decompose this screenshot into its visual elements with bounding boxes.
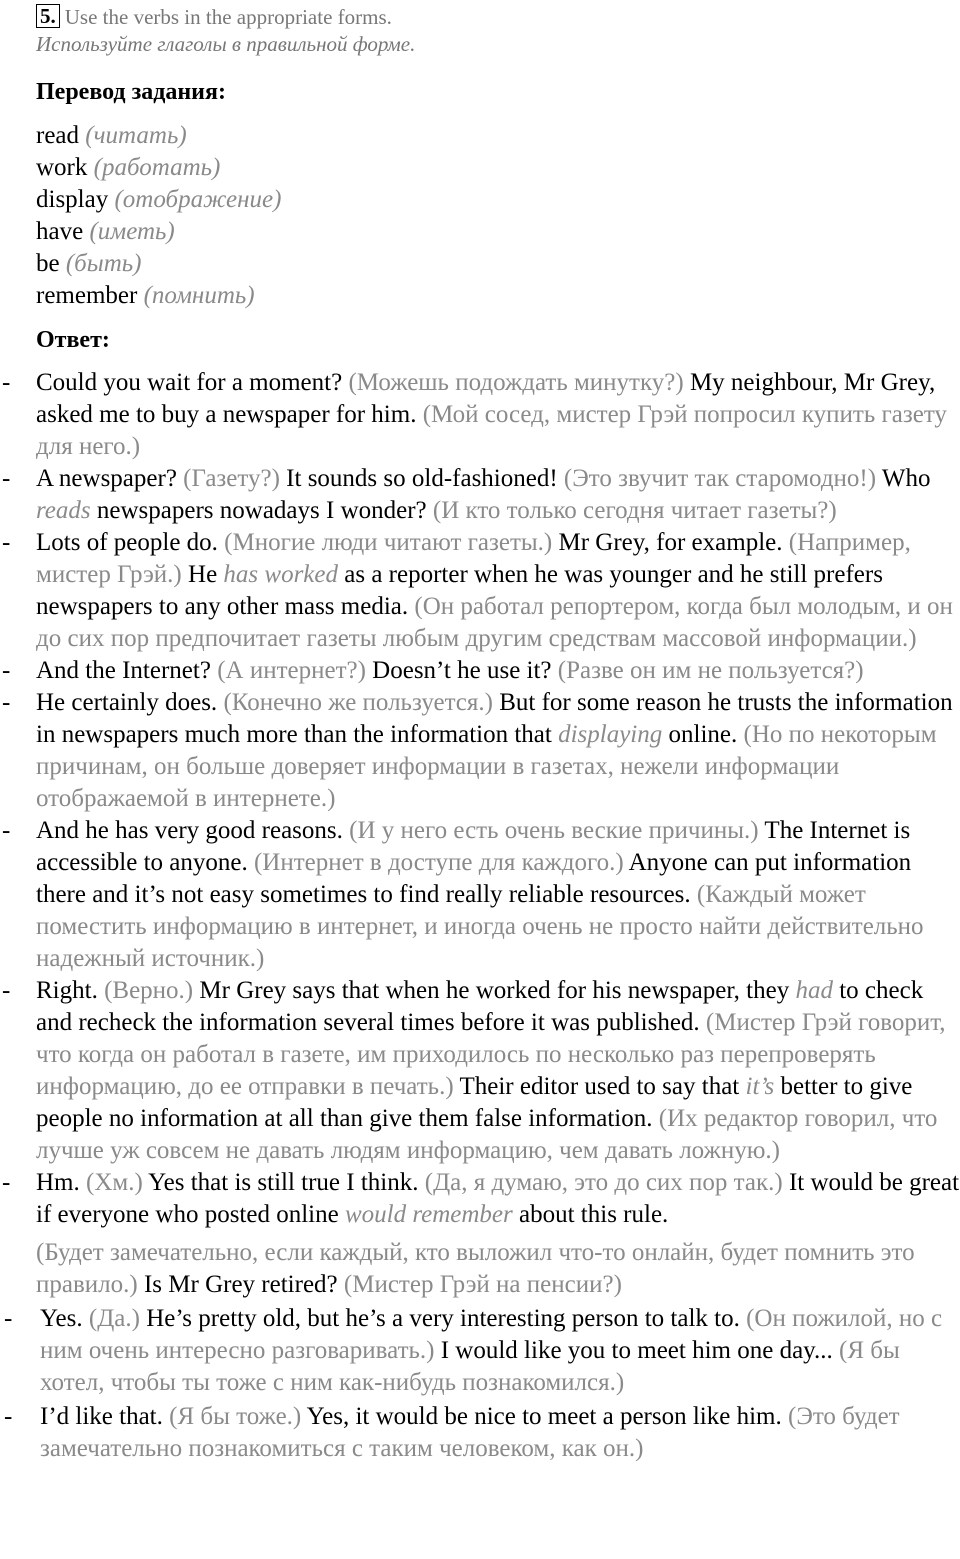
- russian-translation: (Мистер Грэй говорит, что когда он работал в газете, им приходилось по несколько раз перепроверять информацию, до ее отправки в печать.): [36, 1009, 946, 1100]
- task-instruction-line: [36, 4, 946, 30]
- dialogue-line: [0, 1303, 960, 1399]
- russian-translation: (Он работал репортером, когда был молодым, и он до сих пор предпочитает газеты любым другим средствам массовой информации.): [36, 593, 953, 652]
- english-text: about this rule.: [512, 1201, 669, 1228]
- russian-translation: (Но по некоторым причинам, он больше доверяет информации в газетах, нежели информации отображаемой в интернете.): [36, 721, 937, 812]
- answer-verb: reads: [36, 497, 91, 524]
- english-text: Yes that is still true I think.: [148, 1169, 425, 1196]
- verb-list: [36, 120, 281, 312]
- english-text: Yes.: [40, 1305, 89, 1332]
- verb-item: [36, 248, 281, 280]
- verb-en: remember: [36, 282, 138, 309]
- russian-translation: (Да, я думаю, это до сих пор так.): [424, 1169, 789, 1196]
- english-text: He: [188, 561, 224, 588]
- english-text: to check and recheck the information several times before it was published.: [36, 977, 924, 1036]
- russian-translation: (Например, мистер Грэй.): [36, 529, 911, 588]
- answer-verb: displaying: [558, 721, 663, 748]
- dialogue: [0, 367, 960, 1465]
- dialogue-line: [0, 655, 960, 687]
- dialogue-dash: -: [2, 369, 11, 396]
- dialogue-dash: -: [2, 689, 11, 716]
- dialogue-dash: -: [2, 465, 11, 492]
- russian-translation: (А интернет?): [217, 657, 373, 684]
- verb-item: [36, 120, 281, 152]
- task-header: [36, 4, 946, 58]
- dialogue-continuation: [0, 1237, 960, 1301]
- russian-translation: (Интернет в доступе для каждого.): [253, 849, 629, 876]
- english-text: And he has very good reasons.: [36, 817, 350, 844]
- russian-translation: (Это будет замечательно познакомиться с таким человеком, как он.): [40, 1403, 900, 1462]
- english-text: He’s pretty old, but he’s a very interesting person to talk to.: [146, 1305, 747, 1332]
- english-text: Hm.: [36, 1169, 86, 1196]
- russian-translation: (Хм.): [86, 1169, 149, 1196]
- russian-translation: (Будет замечательно, если каждый, кто выложил что-то онлайн, будет помнить это правило.): [36, 1239, 915, 1298]
- russian-translation: (Я бы тоже.): [169, 1403, 307, 1430]
- task-instruction-en: Use the verbs in the appropriate forms.: [64, 5, 392, 29]
- russian-translation: (Мистер Грэй на пенсии?): [343, 1271, 622, 1298]
- english-text: newspapers nowadays I wonder?: [90, 497, 433, 524]
- verb-item: [36, 280, 281, 312]
- english-text: Mr Grey says that when he worked for his newspaper, they: [199, 977, 796, 1004]
- english-text: My neighbour, Mr Grey, asked me to buy a newspaper for him.: [36, 369, 936, 428]
- english-text: better to give people no information at all than give them false information.: [36, 1073, 913, 1132]
- english-text: I’d like that.: [40, 1403, 170, 1430]
- russian-translation: (Их редактор говорил, что лучше уж совсем не давать людям информацию, чем давать ложную.): [36, 1105, 938, 1164]
- english-text: It would be great if everyone who posted online: [36, 1169, 960, 1228]
- verb-en: be: [36, 250, 60, 277]
- russian-translation: (Можешь подождать минутку?): [348, 369, 690, 396]
- dialogue-dash: -: [2, 1169, 11, 1196]
- verb-en: work: [36, 154, 88, 181]
- answer-verb: it’s: [745, 1073, 775, 1100]
- verb-ru: (иметь): [89, 218, 175, 245]
- dialogue-dash: -: [4, 1305, 13, 1332]
- verb-en: read: [36, 122, 80, 149]
- russian-translation: (Конечно же пользуется.): [223, 689, 500, 716]
- dialogue-dash: -: [2, 657, 11, 684]
- verb-ru: (читать): [85, 122, 187, 149]
- dialogue-line: [0, 687, 960, 815]
- russian-translation: (Газету?): [183, 465, 287, 492]
- answer-heading: Ответ:: [36, 327, 110, 353]
- english-text: Who: [881, 465, 931, 492]
- dialogue-line: [0, 1401, 960, 1465]
- russian-translation: (Мой сосед, мистер Грэй попросил купить газету для него.): [36, 401, 947, 460]
- english-text: Lots of people do.: [36, 529, 225, 556]
- english-text: It sounds so old-fashioned!: [286, 465, 564, 492]
- verb-en: have: [36, 218, 84, 245]
- task-instruction-ru: Используйте глаголы в правильной форме.: [36, 32, 416, 56]
- dialogue-line: [0, 463, 960, 527]
- russian-translation: (Верно.): [104, 977, 200, 1004]
- english-text: Anyone can put information there and it’s not easy sometimes to find really reliable resources.: [36, 849, 912, 908]
- dialogue-dash: -: [2, 977, 11, 1004]
- english-text: And the Internet?: [36, 657, 218, 684]
- english-text: But for some reason he trusts the information in newspapers much more than the information that: [36, 689, 953, 748]
- english-text: Their editor used to say that: [459, 1073, 746, 1100]
- verb-item: [36, 152, 281, 184]
- dialogue-dash: -: [4, 1403, 13, 1430]
- verb-en: display: [36, 186, 109, 213]
- russian-translation: (Каждый может поместить информацию в интернет, и иногда очень не просто найти действительно надежный источник.): [36, 881, 924, 972]
- dialogue-line: [0, 1167, 960, 1231]
- english-text: The Internet is accessible to anyone.: [36, 817, 911, 876]
- english-text: Yes, it would be nice to meet a person like him.: [306, 1403, 788, 1430]
- dialogue-dash: -: [2, 529, 11, 556]
- task-number: 5.: [36, 4, 60, 28]
- russian-translation: (Он пожилой, но с ним очень интересно разговаривать.): [40, 1305, 943, 1364]
- answer-verb: had: [795, 977, 833, 1004]
- english-text: A newspaper?: [36, 465, 184, 492]
- english-text: as a reporter when he was younger and he still prefers newspapers to any other mass media.: [36, 561, 883, 620]
- english-text: Right.: [36, 977, 105, 1004]
- english-text: Mr Grey, for example.: [558, 529, 789, 556]
- dialogue-line: [0, 527, 960, 655]
- dialogue-dash: -: [2, 817, 11, 844]
- verb-ru: (работать): [93, 154, 221, 181]
- russian-translation: (Да.): [88, 1305, 147, 1332]
- verb-ru: (помнить): [143, 282, 255, 309]
- russian-translation: (Многие люди читают газеты.): [224, 529, 559, 556]
- russian-translation: (Я бы хотел, чтобы ты тоже с ним как-нибудь познакомился.): [40, 1337, 900, 1396]
- english-text: I would like you to meet him one day...: [440, 1337, 840, 1364]
- verb-item: [36, 216, 281, 248]
- answer-verb: would remember: [344, 1201, 513, 1228]
- english-text: online.: [662, 721, 744, 748]
- dialogue-line: [0, 975, 960, 1167]
- dialogue-line: [0, 367, 960, 463]
- russian-translation: (И у него есть очень веские причины.): [349, 817, 765, 844]
- russian-translation: (Разве он им не пользуется?): [557, 657, 864, 684]
- english-text: Doesn’t he use it?: [372, 657, 558, 684]
- english-text: Is Mr Grey retired?: [143, 1271, 344, 1298]
- english-text: Could you wait for a moment?: [36, 369, 349, 396]
- english-text: He certainly does.: [36, 689, 224, 716]
- verb-ru: (быть): [65, 250, 142, 277]
- russian-translation: (И кто только сегодня читает газеты?): [432, 497, 837, 524]
- translation-heading: Перевод задания:: [36, 79, 226, 105]
- verb-item: [36, 184, 281, 216]
- dialogue-line: [0, 815, 960, 975]
- russian-translation: (Это звучит так старомодно!): [563, 465, 882, 492]
- answer-verb: has worked: [223, 561, 338, 588]
- verb-ru: (отображение): [114, 186, 282, 213]
